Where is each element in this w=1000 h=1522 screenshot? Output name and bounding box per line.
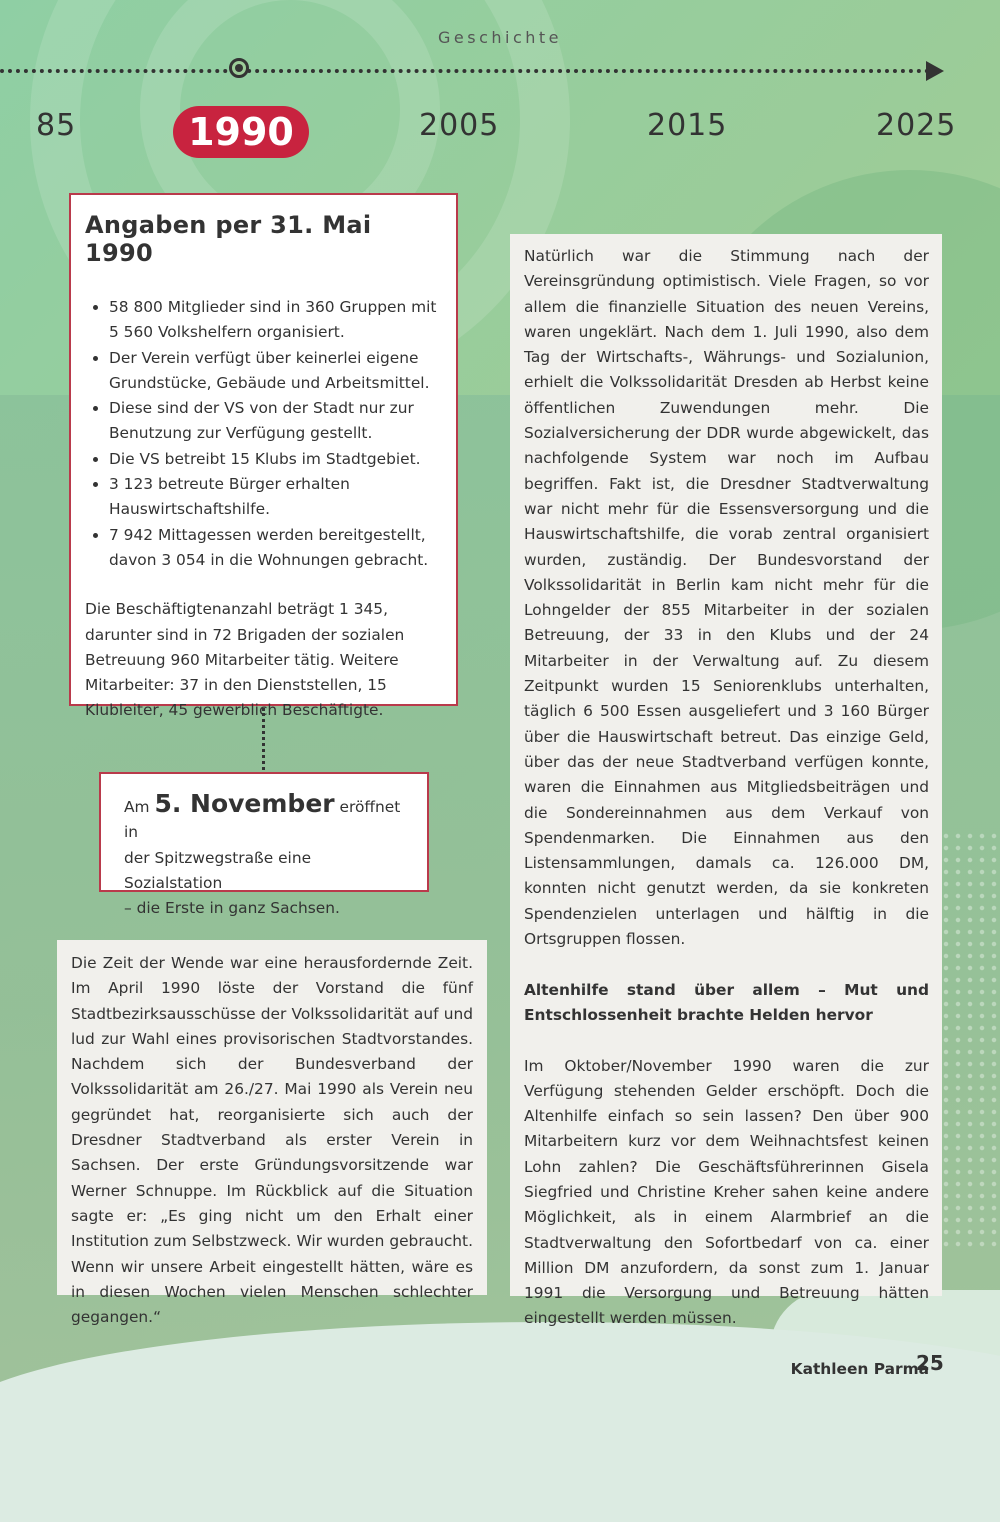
timeline-line <box>0 69 930 73</box>
november-prefix: Am <box>124 798 150 816</box>
year-2025: 2025 <box>876 108 957 143</box>
article-paragraph-1: Natürlich war die Stimmung nach der Vereinsgründung optimistisch. Viele Fragen, so vor allem die finanzielle Situation des neuen Vereins, waren ungeklärt. Nach dem 1. Juli 1990, also dem Tag der Wirtschafts-, Währungs- und Sozialunion, erhielt die Volkssolidarität Dresden ab Herbst keine öffentlichen Zuwendungen mehr. Die Sozialversicherung der DDR wurde abgewickelt, das nachfolgende System war noch im Aufbau begriffen. Fakt ist, die Dresdner Stadtverwaltung war nicht mehr für die Essensversorgung und die Hauswirtschaftshilfe, die vorab zentral organisiert wurden, zuständig. Der Bundesvorstand der Volkssolidarität in Berlin kam nicht mehr für die Lohngelder der 855 Mitarbeiter in der sozialen Betreuung, der 33 in den Klubs und der 24 Mitarbeiter in der Verwaltung auf. Zu diesem Zeitpunkt wurden 15 Seniorenklubs unterhalten, täglich 6 500 Essen ausgeliefert und 3 160 Bürger über die Hauswirtschaft betreut. Das einzige Geld, über das der neue Stadtverband verfügen konnte, waren die Einnahmen aus Mitgliedsbeiträgen und die Sondereinnahmen aus dem Verkauf von Spendenmarken. Die Einnahmen aus den Listensammlungen, damals ca. 126.000 DM, konnten nicht genutzt werden, da sie konkreten Spendenzielen unterlagen und hälftig in die Ortsgruppen flossen. <box>524 247 929 949</box>
article-author: Kathleen Parma <box>790 1360 929 1379</box>
year-85: 85 <box>36 108 77 143</box>
facts-item: • 3 123 betreute Bürger erhalten Hauswirtschaftshilfe. <box>109 472 442 523</box>
facts-item: • Die VS betreibt 15 Klubs im Stadtgebiet. <box>109 447 442 472</box>
facts-item: • Diese sind der VS von der Stadt nur zur Benutzung zur Verfügung gestellt. <box>109 396 442 447</box>
article-subheading: Altenhilfe stand über allem – Mut und Entschlossenheit brachte Helden hervor <box>524 980 929 1024</box>
timeline-marker-icon <box>229 58 249 78</box>
november-box <box>99 772 429 918</box>
november-text-3: – die Erste in ganz Sachsen. <box>124 899 340 918</box>
facts-box <box>69 193 458 720</box>
november-text-1: eröffnet in <box>124 798 401 842</box>
facts-paragraph: Die Beschäftigtenanzahl beträgt 1 345, darunter sind in 72 Brigaden der sozialen Betreuung 960 Mitarbeiter tätig. Weitere Mitarbeiter: 37 in den Dienststellen, 15 Klubleiter, 45 gewerblich Beschäftigte. <box>85 600 405 720</box>
facts-title: Angaben per 31. Mai 1990 <box>85 211 372 267</box>
year-1990-active: 1990 <box>173 106 309 158</box>
section-title: Geschichte <box>437 28 562 47</box>
facts-item: • 58 800 Mitglieder sind in 360 Gruppen mit 5 560 Volkshelfern organisiert. <box>109 295 442 346</box>
facts-list <box>85 295 442 573</box>
wende-box: Die Zeit der Wende war eine herausfordernde Zeit. Im April 1990 löste der Vorstand die fünf Stadtbezirksausschüsse der Volkssolidarität auf und lud zur Wahl eines provisorischen Stadtvorstandes. Nachdem sich der Bundesverband der Volkssolidarität am 26./27. Mai 1990 als Verein neu gegründet hat, reorganisierte sich auch der Dresdner Stadtverband als erster Verein in Sachsen. Der erste Gründungsvorsitzende war Werner Schnuppe. Im Rückblick auf die Situation sagte er: „Es ging nicht um den Erhalt einer Institution zum Selbstzweck. Wir wurden gebraucht. Wenn wir unsere Arbeit eingestellt hätten, wäre es in diesen Wochen vielen Menschen schlechter gegangen.“ <box>57 940 487 1295</box>
decor-dot-pattern <box>940 830 1000 1250</box>
decor-wave-bottom <box>0 1322 1000 1522</box>
november-text-2: der Spitzwegstraße eine Sozialstation <box>124 848 312 892</box>
facts-item: • Der Verein verfügt über keinerlei eigene Grundstücke, Gebäude und Arbeitsmittel. <box>109 346 442 397</box>
article-paragraph-2: Im Oktober/November 1990 waren die zur Verfügung stehenden Gelder erschöpft. Doch die Altenhilfe einfach so sein lassen? Den über 900 Mitarbeitern kurz vor dem Weihnachtsfest keinen Lohn zahlen? Die Geschäftsführerinnen Gisela Siegfried und Christine Kreher sahen keine andere Möglichkeit, als in einem Alarmbrief an die Stadtverwaltung den Sofortbedarf von ca. einer Million DM anzufordern, da sonst zum 1. Januar 1991 die Versorgung und Betreuung hätten eingestellt werden müssen. <box>524 1056 929 1328</box>
timeline-arrow-icon <box>926 61 944 81</box>
november-date: 5. November <box>154 789 335 818</box>
page-number: 25 <box>916 1351 944 1375</box>
facts-item: • 7 942 Mittagessen werden bereitgestellt, davon 3 054 in die Wohnungen gebracht. <box>109 523 442 574</box>
year-2005: 2005 <box>419 108 500 143</box>
year-2015: 2015 <box>647 108 728 143</box>
dotted-connector <box>262 708 265 770</box>
